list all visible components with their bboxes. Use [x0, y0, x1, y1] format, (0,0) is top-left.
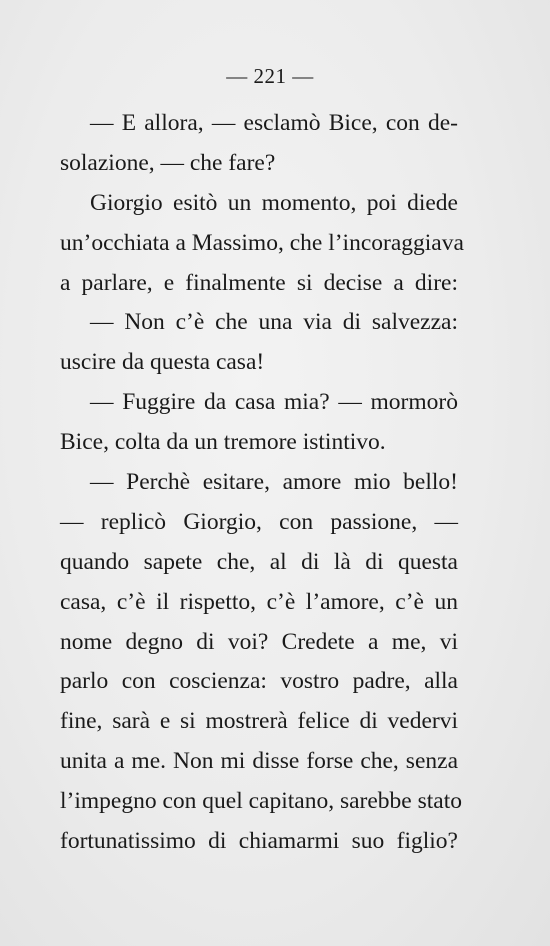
text-line: — Non c’è che una via di salvezza: — [90, 309, 458, 336]
text-line: l’impegno con quel capitano, sarebbe stato — [60, 788, 462, 815]
text-line: — Perchè esitare, amore mio bello! — [90, 469, 458, 496]
text-line: — replicò Giorgio, con passione, — — [60, 508, 458, 535]
text-line: a parlare, e finalmente si decise a dire: — [60, 269, 458, 296]
text-line: solazione, — che fare? — [60, 149, 276, 176]
text-line: casa, c’è il rispetto, c’è l’amore, c’è un — [60, 588, 458, 615]
text-line: parlo con coscienza: vostro padre, alla — [60, 668, 458, 695]
text-line: Bice, colta da un tremore istintivo. — [60, 429, 386, 456]
text-line: unita a me. Non mi disse forse che, senza — [60, 748, 458, 775]
text-line: nome degno di voi? Credete a me, vi — [60, 628, 458, 655]
text-line: fine, sarà e si mostrerà felice di vedervi — [60, 708, 458, 735]
text-line: — Fuggire da casa mia? — mormorò — [90, 389, 458, 416]
page-number: — 221 — — [226, 64, 314, 88]
text-line: Giorgio esitò un momento, poi diede — [90, 189, 458, 216]
text-line: un’occhiata a Massimo, che l’incoraggiava — [60, 229, 464, 256]
text-line: fortunatissimo di chiamarmi suo figlio? — [60, 828, 458, 855]
text-line: quando sapete che, al di là di questa — [60, 548, 458, 575]
text-line: uscire da questa casa! — [60, 349, 265, 376]
text-line: — E allora, — esclamò Bice, con de- — [90, 110, 458, 136]
body-text — [60, 104, 464, 862]
